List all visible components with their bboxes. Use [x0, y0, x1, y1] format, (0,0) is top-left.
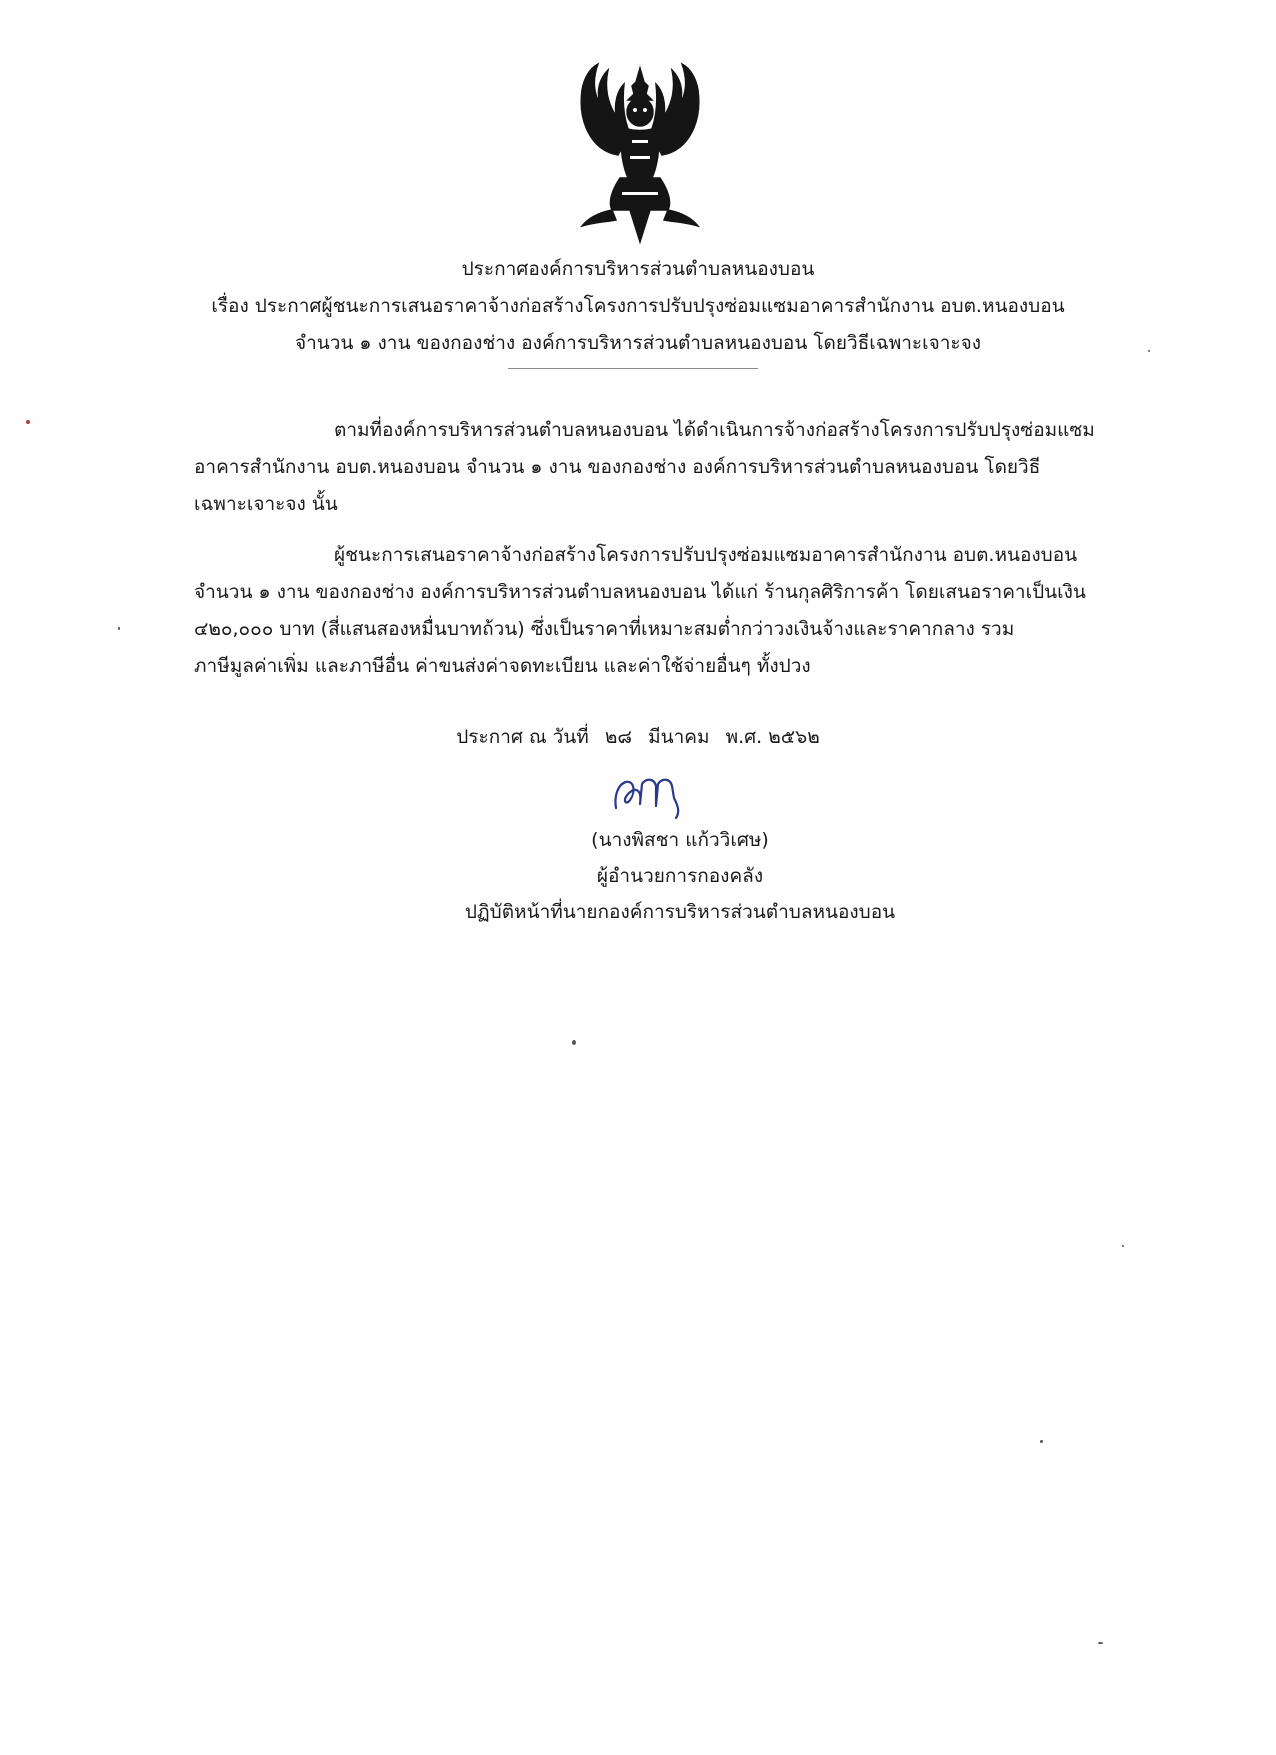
- scan-speck: [1122, 1245, 1124, 1247]
- date-month: มีนาคม: [648, 726, 710, 748]
- announcement-heading: ประกาศองค์การบริหารส่วนตำบลหนองบอน: [461, 258, 815, 280]
- date-day: ๒๘: [604, 726, 633, 748]
- scan-speck: [26, 420, 30, 424]
- paragraph1-line1: ตามที่องค์การบริหารส่วนตำบลหนองบอน ได้ดำเนินการจ้างก่อสร้างโครงการปรับปรุงซ่อมแซม: [334, 419, 1095, 441]
- scan-speck: [118, 627, 120, 630]
- date-prefix: ประกาศ ณ วันที่: [456, 726, 589, 748]
- header-divider: [508, 368, 758, 369]
- paragraph2-line2: จำนวน ๑ งาน ของกองช่าง องค์การบริหารส่วนตำบลหนองบอน ได้แก่ ร้านกุลศิริการค้า โดยเสนอราคาเป็นเงิน: [194, 581, 1086, 603]
- scan-speck: [1098, 1642, 1103, 1644]
- announcement-date: [150, 720, 1126, 754]
- date-era: พ.ศ.: [725, 726, 763, 748]
- paragraph2-line1: ผู้ชนะการเสนอราคาจ้างก่อสร้างโครงการปรับปรุงซ่อมแซมอาคารสำนักงาน อบต.หนองบอน: [334, 544, 1078, 566]
- handwritten-signature-icon: [608, 770, 698, 820]
- paragraph1-line3: เฉพาะเจาะจง นั้น: [194, 493, 338, 515]
- date-year: ๒๕๖๒: [768, 726, 820, 748]
- announcement-subject: เรื่อง ประกาศผู้ชนะการเสนอราคาจ้างก่อสร้างโครงการปรับปรุงซ่อมแซมอาคารสำนักงาน อบต.หนองบอน: [211, 295, 1065, 317]
- signer-name: (นางพิสชา แก้ววิเศษ): [591, 829, 769, 851]
- garuda-emblem-icon: [560, 60, 720, 245]
- paragraph1-line2: อาคารสำนักงาน อบต.หนองบอน จำนวน ๑ งาน ของกองช่าง องค์การบริหารส่วนตำบลหนองบอน โดยวิธี: [194, 456, 1041, 478]
- scan-speck: [572, 1040, 576, 1045]
- paragraph2-line3: ๔๒๐,๐๐๐ บาท (สี่แสนสองหมื่นบาทถ้วน) ซึ่งเป็นราคาที่เหมาะสมต่ำกว่าวงเงินจ้างและราคากลาง รวม: [194, 618, 1015, 640]
- announcement-subject-continued: จำนวน ๑ งาน ของกองช่าง องค์การบริหารส่วนตำบลหนองบอน โดยวิธีเฉพาะเจาะจง: [294, 332, 982, 354]
- signer-position: ผู้อำนวยการกองคลัง: [596, 865, 764, 887]
- scan-speck: [1148, 350, 1150, 352]
- paragraph2-line4: ภาษีมูลค่าเพิ่ม และภาษีอื่น ค่าขนส่งค่าจดทะเบียน และค่าใช้จ่ายอื่นๆ ทั้งปวง: [194, 655, 811, 677]
- scan-speck: [1040, 1440, 1043, 1443]
- signer-acting-role: ปฏิบัติหน้าที่นายกองค์การบริหารส่วนตำบลหนองบอน: [464, 901, 896, 923]
